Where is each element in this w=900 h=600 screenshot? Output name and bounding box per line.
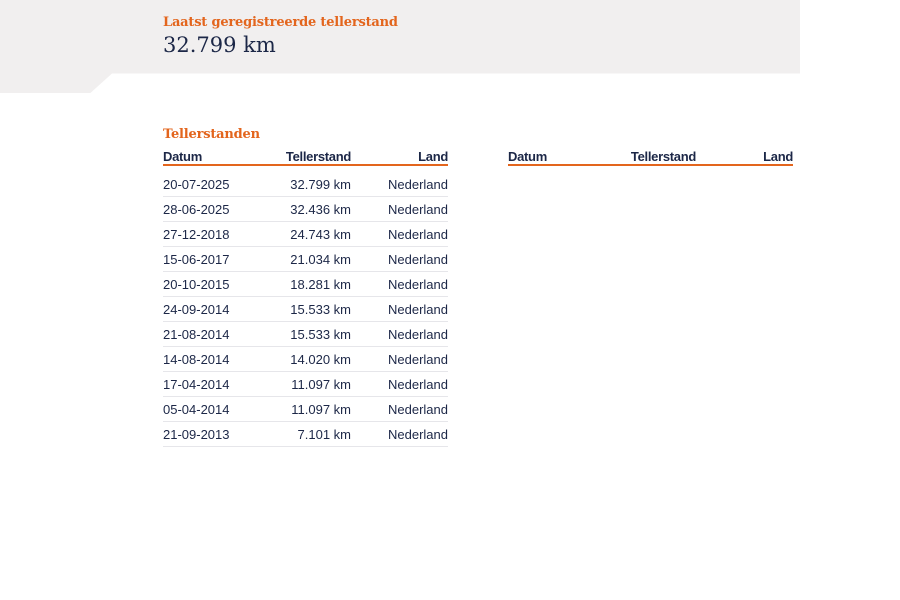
table-row xyxy=(163,322,448,347)
header-date: Datum xyxy=(508,149,547,164)
header-country: Land xyxy=(763,149,793,164)
readings-section-title: Tellerstanden xyxy=(163,127,260,142)
cell-reading: 11.097 km xyxy=(291,376,351,392)
cell-country: Nederland xyxy=(388,226,448,242)
table-row xyxy=(163,247,448,272)
cell-date: 21-09-2013 xyxy=(163,426,230,442)
cell-reading: 15.533 km xyxy=(290,326,351,342)
last-reading-value: 32.799 km xyxy=(163,33,276,57)
cell-reading: 11.097 km xyxy=(291,401,351,417)
cell-country: Nederland xyxy=(388,251,448,267)
header-country: Land xyxy=(418,149,448,164)
header-reading: Tellerstand xyxy=(285,149,351,164)
header-date: Datum xyxy=(163,149,202,164)
cell-date: 24-09-2014 xyxy=(163,301,230,317)
cell-country: Nederland xyxy=(388,276,448,292)
table-row xyxy=(163,197,448,222)
cell-reading: 21.034 km xyxy=(290,251,351,267)
cell-country: Nederland xyxy=(388,301,448,317)
cell-date: 20-10-2015 xyxy=(163,276,230,292)
cell-reading: 32.436 km xyxy=(290,201,351,217)
table-body xyxy=(163,166,448,447)
table-header xyxy=(508,149,793,166)
cell-date: 20-07-2025 xyxy=(163,176,230,192)
cell-date: 28-06-2025 xyxy=(163,201,230,217)
readings-table-right xyxy=(508,149,793,166)
cell-reading: 7.101 km xyxy=(297,426,351,442)
cell-country: Nederland xyxy=(388,401,448,417)
table-row xyxy=(163,397,448,422)
cell-country: Nederland xyxy=(388,201,448,217)
cell-date: 15-06-2017 xyxy=(163,251,230,267)
table-row xyxy=(163,297,448,322)
table-header xyxy=(163,149,448,166)
readings-table-left xyxy=(163,149,448,447)
last-reading-label: Laatst geregistreerde tellerstand xyxy=(163,15,398,30)
cell-reading: 15.533 km xyxy=(290,301,351,317)
summary-banner xyxy=(0,0,800,93)
cell-date: 17-04-2014 xyxy=(163,376,230,392)
cell-country: Nederland xyxy=(388,376,448,392)
table-row xyxy=(163,347,448,372)
cell-country: Nederland xyxy=(388,426,448,442)
table-row xyxy=(163,222,448,247)
header-reading: Tellerstand xyxy=(630,149,696,164)
cell-country: Nederland xyxy=(388,326,448,342)
cell-country: Nederland xyxy=(388,176,448,192)
cell-reading: 24.743 km xyxy=(290,226,351,242)
table-row xyxy=(163,422,448,447)
cell-country: Nederland xyxy=(388,351,448,367)
cell-date: 27-12-2018 xyxy=(163,226,230,242)
cell-date: 05-04-2014 xyxy=(163,401,230,417)
table-row xyxy=(163,372,448,397)
cell-reading: 18.281 km xyxy=(290,276,351,292)
table-row xyxy=(163,172,448,197)
cell-reading: 14.020 km xyxy=(290,351,351,367)
table-row xyxy=(163,272,448,297)
cell-reading: 32.799 km xyxy=(290,176,351,192)
cell-date: 14-08-2014 xyxy=(163,351,230,367)
cell-date: 21-08-2014 xyxy=(163,326,230,342)
